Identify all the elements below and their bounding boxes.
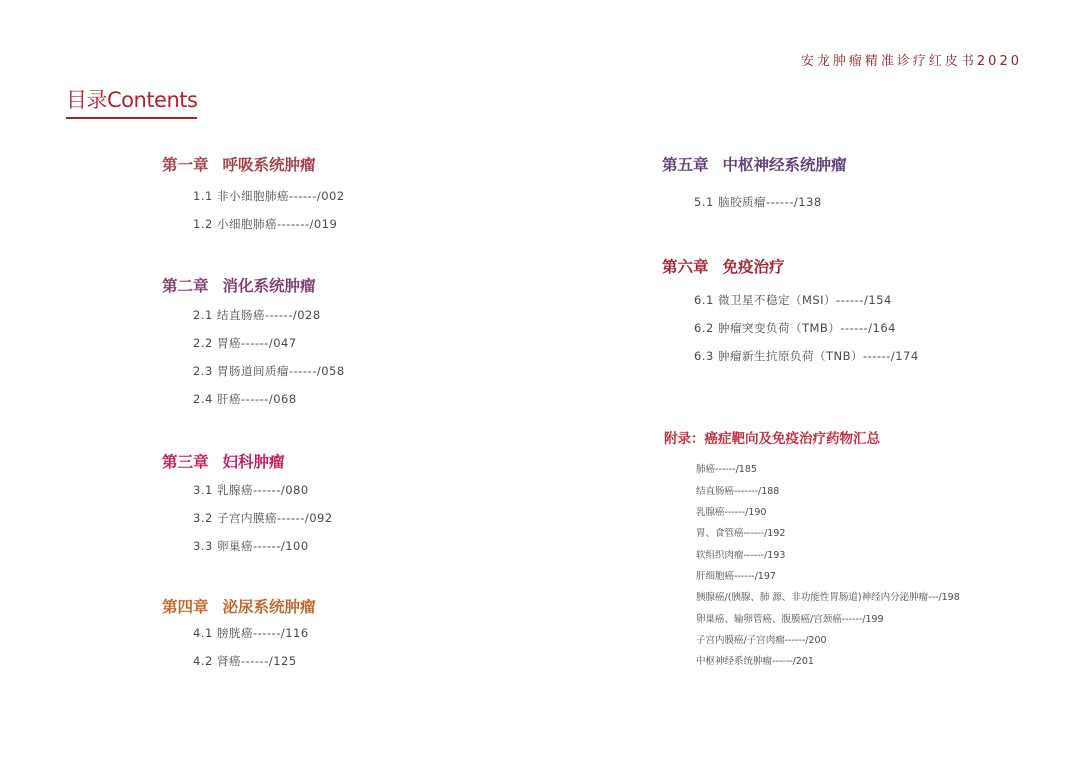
toc-entry[interactable]: 6.2 肿瘤突变负荷（TMB）------/164 <box>694 321 897 335</box>
appendix-title[interactable]: 附录：癌症靶向及免疫治疗药物汇总 <box>664 431 880 447</box>
appendix-entry[interactable]: 中枢神经系统肿瘤------/201 <box>696 656 814 667</box>
chapter-6-heading[interactable] <box>662 255 785 277</box>
chapter-title: 泌尿系统肿瘤 <box>222 598 316 616</box>
chapter-number: 第二章 <box>162 277 209 295</box>
chapter-title: 呼吸系统肿瘤 <box>222 156 316 174</box>
toc-entry[interactable]: 2.1 结直肠癌------/028 <box>193 308 321 322</box>
toc-entry[interactable]: 3.3 卵巢癌------/100 <box>193 539 309 553</box>
appendix-entry[interactable]: 子宫内膜癌/子宫肉瘤------/200 <box>696 635 827 646</box>
chapter-title: 中枢神经系统肿瘤 <box>722 156 847 174</box>
chapter-number: 第一章 <box>162 156 209 174</box>
toc-entry[interactable]: 6.3 肿瘤新生抗原负荷（TNB）------/174 <box>694 349 919 363</box>
chapter-number: 第四章 <box>162 598 209 616</box>
chapter-number: 第五章 <box>662 156 709 174</box>
toc-entry[interactable]: 4.1 膀胱癌------/116 <box>193 626 309 640</box>
chapter-3-heading[interactable] <box>162 450 285 472</box>
toc-title: 目录Contents <box>66 84 197 119</box>
appendix-entry[interactable]: 肺癌------/185 <box>696 464 757 475</box>
book-title-header: 安龙肿瘤精准诊疗红皮书2020 <box>800 54 1022 69</box>
toc-entry[interactable]: 5.1 脑胶质瘤------/138 <box>694 195 822 209</box>
chapter-5-heading[interactable] <box>662 153 847 175</box>
chapter-title: 免疫治疗 <box>722 258 785 276</box>
appendix-entry[interactable]: 胃、食管癌------/192 <box>696 528 786 539</box>
chapter-number: 第六章 <box>662 258 709 276</box>
toc-entry[interactable]: 2.2 胃癌------/047 <box>193 336 297 350</box>
chapter-number: 第三章 <box>162 453 209 471</box>
appendix-entry[interactable]: 软组织肉瘤------/193 <box>696 550 786 561</box>
chapter-1-heading[interactable] <box>162 153 316 175</box>
toc-entry[interactable]: 3.1 乳腺癌------/080 <box>193 483 309 497</box>
appendix-entry[interactable]: 结直肠癌-------/188 <box>696 486 780 497</box>
chapter-title: 妇科肿瘤 <box>222 453 285 471</box>
toc-entry[interactable]: 1.1 非小细胞肺癌------/002 <box>193 189 345 203</box>
toc-entry[interactable]: 2.3 胃肠道间质瘤------/058 <box>193 364 345 378</box>
appendix-entry[interactable]: 胰腺癌/(胰腺、肺 源、非功能性胃肠道)神经内分泌肿瘤---/198 <box>696 592 960 603</box>
appendix-entry[interactable]: 乳腺癌------/190 <box>696 507 767 518</box>
chapter-title: 消化系统肿瘤 <box>222 277 316 295</box>
toc-entry[interactable]: 4.2 肾癌------/125 <box>193 654 297 668</box>
appendix-entry[interactable]: 肝细胞癌------/197 <box>696 571 776 582</box>
toc-entry[interactable]: 6.1 微卫星不稳定（MSI）------/154 <box>694 293 892 307</box>
toc-entry[interactable]: 2.4 肝癌------/068 <box>193 392 297 406</box>
toc-entry[interactable]: 3.2 子宫内膜癌------/092 <box>193 511 333 525</box>
toc-entry[interactable]: 1.2 小细胞肺癌-------/019 <box>193 217 338 231</box>
chapter-2-heading[interactable] <box>162 274 316 296</box>
appendix-entry[interactable]: 卵巢癌、输卵管癌、腹膜癌/宫颈癌------/199 <box>696 614 884 625</box>
chapter-4-heading[interactable] <box>162 595 316 617</box>
